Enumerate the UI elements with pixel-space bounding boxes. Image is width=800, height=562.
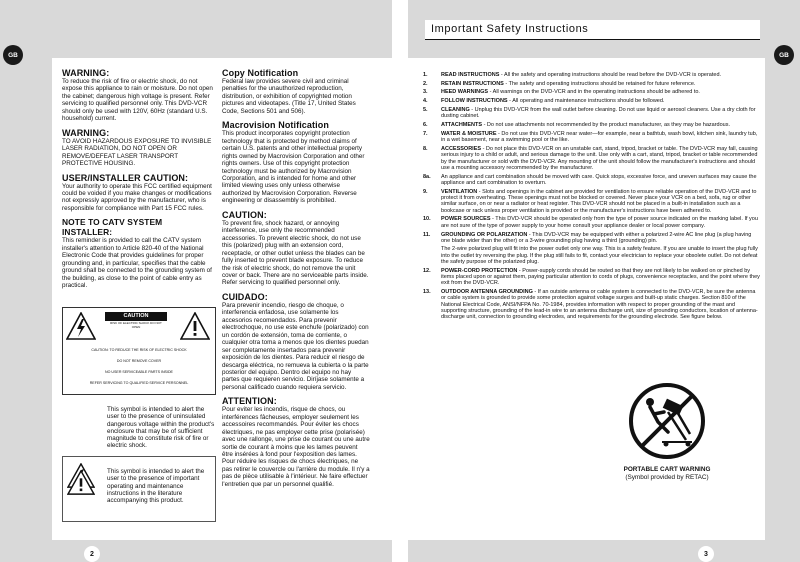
- caution-label-box: [62, 307, 216, 395]
- item-text: - Do not use attachments not recommended by the product manufacturer, as they may be hazardous.: [482, 122, 730, 129]
- list-item: [423, 107, 761, 120]
- right-page-bottom-band: [408, 540, 800, 562]
- language-tab-right: GB: [774, 45, 794, 65]
- item-text: - If an outside antenna or cable system is connected to the DVD-VCR, be sure the antenna or cable system is grounded to provide some protection against voltage surges and built-up static charges. Section 810 of the National Electrical Code, ANSI/NFPA No. 70-1984, provides information with respect to proper grounding of the mast and supporting structure, grounding of the lead-in wire to an antenna discharge unit, size of grounding conductors, location of antenna-discharge unit, connection to grounding electrodes, and requirements for the grounding electrode. See figure below.: [441, 289, 758, 321]
- title-underline: [425, 39, 760, 41]
- list-item: [423, 98, 761, 104]
- item-heading: OUTDOOR ANTENNA GROUNDING: [441, 289, 533, 296]
- left-page-side-band: [0, 0, 52, 562]
- list-item: [423, 81, 761, 87]
- copy-notification-heading: Copy Notification: [222, 68, 299, 78]
- item-text: - All warnings on the DVD-VCR and in the operating instructions should be adhered to.: [488, 89, 700, 96]
- list-item: [423, 289, 761, 321]
- left-column-1: [62, 68, 214, 295]
- item-heading: FOLLOW INSTRUCTIONS: [441, 98, 508, 105]
- item-heading: RETAIN INSTRUCTIONS: [441, 80, 504, 87]
- macrovision-text: This product incorporates copyright protection technology that is protected by method claims of certain U.S. patents and other intellectual property rights owned by Macrovision Corporation and other rights owners. Use of this copyright protection technology must be authorized by Macrovision Corporation, and is intended for home and other limited viewing uses only unless otherwise authorized by Macrovision Corporation. Reverse engineering or disassembly is prohibited.: [222, 130, 365, 205]
- item-number: 9.: [423, 188, 428, 195]
- item-heading: ATTACHMENTS: [441, 122, 483, 129]
- item-text: An appliance and cart combination should be moved with care. Quick stops, excessive force, and uneven surfaces may cause the appliance and cart combination to overturn.: [441, 173, 757, 186]
- item-text: - The safety and operating instructions should be retained for future reference.: [503, 80, 696, 87]
- item-body: [441, 72, 721, 78]
- item-heading: CLEANING: [441, 106, 470, 113]
- left-column-2: [222, 68, 370, 493]
- page-title: Important Safety Instructions: [431, 23, 589, 35]
- item-body: [441, 268, 761, 287]
- item-number: 13.: [423, 289, 431, 296]
- warning-heading-1: WARNING:: [62, 68, 110, 78]
- caution-label-subtext: RISK OF ELECTRIC SHOCK DO NOT OPEN: [110, 321, 162, 329]
- item-text: - Power-supply cords should be routed so that they are not likely to be walked on or pinched by items placed upon or against them, paying particular attention to cords of plugs, convenience receptacles, and the point where they exit from the DVD-VCR.: [441, 267, 760, 287]
- list-item: [423, 232, 761, 266]
- item-heading: VENTILATION: [441, 188, 478, 195]
- item-number: 7.: [423, 130, 428, 137]
- item-text: - Slots and openings in the cabinet are provided for ventilation to ensure reliable operation of the DVD-VCR and to protect it from overheating. These openings must not be blocked or covered. Never place your VCR on a bed, sofa, rug or other similar surface, on or near a radiator or heat register. This DVD-VCR should not be placed in a built-in installation such as a bookcase or rack unless proper ventilation is provided or the manufacturer's instructions have been adhered to.: [441, 188, 757, 214]
- item-text: - Unplug this DVD-VCR from the wall outlet before cleaning. Do not use liquid or aerosol cleaners. Use a dry cloth for dusting cabinet.: [441, 106, 756, 120]
- item-body: [441, 189, 761, 214]
- right-page-side-band: [765, 0, 800, 562]
- item-text: - Do not place this DVD-VCR on an unstable cart, stand, tripod, bracket or table. The DVD-VCR may fall, causing serious injury to a child or adult, and serious damage to the unit. Use only with a cart, stand, tripod, bracket or table recommended by the manufacturer or sold with the DVD-VCR. Any mounting of the unit should follow the manufacturer's instructions and should use a mounting accessory recommended by the manufacturer.: [441, 145, 758, 171]
- item-heading: POWER SOURCES: [441, 216, 491, 223]
- item-number: 10.: [423, 216, 431, 223]
- item-number: 8a.: [423, 173, 431, 180]
- exclamation-symbol-icon: [67, 470, 95, 495]
- item-body: [441, 289, 761, 321]
- list-item: [423, 268, 761, 287]
- warning-text-1: To reduce the risk of fire or electric shock, do not expose this appliance to rain or moisture. Do not open the cabinet; dangerous high voltage is present. Refer servicing to qualified personnel only. This DVD-VCR should only be used with 120V, 60Hz (standard U.S. household) current.: [62, 78, 213, 123]
- item-heading: WATER & MOISTURE: [441, 130, 497, 137]
- item-heading: HEED WARNINGS: [441, 89, 489, 96]
- item-text: - All the safety and operating instructions should be read before the DVD-VCR is operated.: [499, 72, 722, 78]
- cuidado-text: Para prevenir incendio, riesgo de choque, o interferencia enfadosa, use solamente los accesorios recomendados. Para prevenir electrochoque, no use este enchufe (polarizado) con un cordón de extensión, toma de corriente, o cualquier otra toma a menos que los dientes puedan ser completamente insertados para prevenir exposición de los dientes. Para reducir el riesgo de descarga eléctrica, no remueva la cubierta o la parte posterior del equipo. Dentro del equipo no hay partes que requieren servicio. Diríjase solamente a personal calificado cuando requiera servicio.: [222, 301, 369, 391]
- page-number-left: 2: [84, 546, 100, 562]
- left-page-top-band: [0, 0, 392, 58]
- item-heading: POWER-CORD PROTECTION: [441, 267, 518, 274]
- item-body: [441, 81, 695, 87]
- caution-label-header: CAUTION: [105, 312, 167, 321]
- item-body: [441, 146, 761, 171]
- cuidado-heading: CUIDADO:: [222, 291, 268, 302]
- list-item: [423, 122, 761, 128]
- installer-caution-heading: USER/INSTALLER CAUTION:: [62, 172, 189, 183]
- item-text: - This DVD-VCR should be operated only from the type of power source indicated on the marking label. If you are not sure of the type of power supply to your home consult your appliance dealer or local power company.: [441, 216, 758, 229]
- item-heading: ACCESSORIES: [441, 145, 482, 152]
- caution-label-line-2: DO NOT REMOVE COVER: [116, 359, 162, 363]
- cart-caption-subtitle: (Symbol provided by RETAC): [625, 474, 709, 481]
- item-extra-text: The 2-wire polarized plug will fit into the power outlet only one way. This is a safety feature. If you are unable to insert the plug fully into the outlet try reversing the plug. If the plug still fails to fit, contact your electrician to replace your obsolete outlet. Do not defeat the safety purpose of the polarized plug.: [441, 246, 758, 265]
- list-item: [423, 216, 761, 229]
- warning-heading-2: WARNING:: [62, 127, 110, 138]
- list-item: [423, 89, 761, 95]
- list-item: [423, 189, 761, 214]
- item-text: - All operating and maintenance instructions should be followed.: [507, 98, 665, 105]
- safety-instructions-list: [423, 72, 761, 323]
- item-number: 5.: [423, 106, 428, 113]
- item-number: 3.: [423, 89, 428, 96]
- language-tab-left: GB: [3, 45, 23, 65]
- item-body: [441, 232, 761, 266]
- page-title-bar: [425, 20, 760, 40]
- caution-text: To prevent fire, shock hazard, or annoying interference, use only the recommended accessories. To prevent electric shock, do not use this (polarized) plug with an extension cord, receptacle, or other outlet unless the blades can be fully inserted to prevent blade exposure. To reduce the risk of electric shock, do not remove the unit cover or back. There are no serviceable parts inside. Refer servicing to qualified personnel only.: [222, 219, 369, 287]
- list-item: [423, 72, 761, 78]
- copy-notification-text: Federal law provides severe civil and criminal penalties for the unauthorized reproduction, distribution, or exhibition of copyrighted motion pictures and videotapes. (Title 17, United States Code, Sections 501 and 506).: [222, 78, 356, 115]
- caution-heading: CAUTION:: [222, 209, 267, 220]
- item-body: [441, 98, 664, 104]
- catv-note-heading: NOTE TO CATV SYSTEM INSTALLER:: [62, 217, 163, 238]
- warning-text-2: TO AVOID HAZARDOUS EXPOSURE TO INVISIBLE LASER RADIATION, DO NOT OPEN OR REMOVE/DEFEAT LASER TRANSPORT PROTECTIVE HOUSING.: [62, 137, 212, 168]
- catv-note-text: This reminder is provided to call the CATV system installer's attention to Article 820-40 of the National Electronic Code that provides guidelines for proper grounding and, in particular, specifies that the cable ground shall be connected to the grounding system of the building, as close to the point of cable entry as practical.: [62, 237, 212, 290]
- caution-label-line-1: CAUTION: TO REDUCE THE RISK OF ELECTRIC SHOCK: [91, 348, 187, 352]
- item-text: - Do not use this DVD-VCR near water—for example, near a bathtub, wash bowl, kitchen sink, laundry tub, in a wet basement, near a swimming pool or the like.: [441, 130, 758, 144]
- item-body: [441, 122, 730, 128]
- caution-label-line-3: NO USER SERVICEABLE PARTS INSIDE: [105, 370, 173, 374]
- list-item: [423, 174, 761, 187]
- lightning-bolt-icon: [66, 312, 96, 340]
- cart-caption-title: PORTABLE CART WARNING: [623, 466, 711, 473]
- attention-text: Pour eviter les incendis, risque de chocs, ou interférences fâcheuses, employer seulement les accessoires recommandés. Pour éviter les chocs électriques, ne pas employer cette prise (polarisée) avec une rallonge, une prise de courant ou une autre sortie de courant à moins que les lames peuvent être insérées à fond pour l'exposition des lames. Pour réduire les risques de chocs électriques, ne pas retirer le couvercle ou l'arrière du module. Il n'y a pas de pièce utilisable à l'intérieur. Ne faire effectuer l'entretien que par un personnel qualifié.: [222, 406, 370, 488]
- item-body: [441, 107, 761, 120]
- item-text: - This DVD-VCR may be equipped with either a polarized 2-wire AC line plug (a plug having one blade wider than the other) or a 3-wire grounding plug having a third (grounding) pin.: [441, 231, 752, 244]
- list-item: [423, 146, 761, 171]
- item-heading: READ INSTRUCTIONS: [441, 72, 500, 78]
- bolt-symbol-text: This symbol is intended to alert the user to the presence of uninsulated dangerous voltage within the product's enclosure that may be of sufficient magnitude to constitute risk of fire or electric shock.: [107, 406, 215, 450]
- item-body: [441, 131, 761, 144]
- page-number-right: 3: [698, 546, 714, 562]
- exclamation-icon: [180, 312, 210, 340]
- exclamation-symbol-text: This symbol is intended to alert the user to the presence of important operating and maintenance instructions in the literature accompanying this product.: [107, 468, 205, 505]
- item-body: [441, 216, 761, 229]
- portable-cart-warning-icon: [628, 382, 706, 460]
- attention-heading: ATTENTION:: [222, 396, 277, 407]
- item-number: 11.: [423, 231, 431, 238]
- item-number: 2.: [423, 80, 428, 87]
- item-number: 12.: [423, 267, 431, 274]
- item-number: 1.: [423, 72, 428, 78]
- item-body: [441, 174, 761, 187]
- cart-caption: [612, 466, 722, 482]
- list-item: [423, 131, 761, 144]
- item-number: 6.: [423, 122, 428, 129]
- item-number: 8.: [423, 145, 428, 152]
- left-page-bottom-band: [0, 540, 392, 562]
- item-number: 4.: [423, 98, 428, 105]
- installer-caution-text: Your authority to operate this FCC certified equipment could be voided if you make changes or modifications not expressly approved by the manufacturer, who is responsible for compliance with Part 15 FCC rules.: [62, 182, 212, 212]
- macrovision-heading: Macrovision Notification: [222, 120, 329, 131]
- caution-label-line-4: REFER SERVICING TO QUALIFIED SERVICE PERSONNEL: [89, 381, 189, 385]
- item-heading: GROUNDING OR POLARIZATION: [441, 231, 528, 238]
- item-body: [441, 89, 700, 95]
